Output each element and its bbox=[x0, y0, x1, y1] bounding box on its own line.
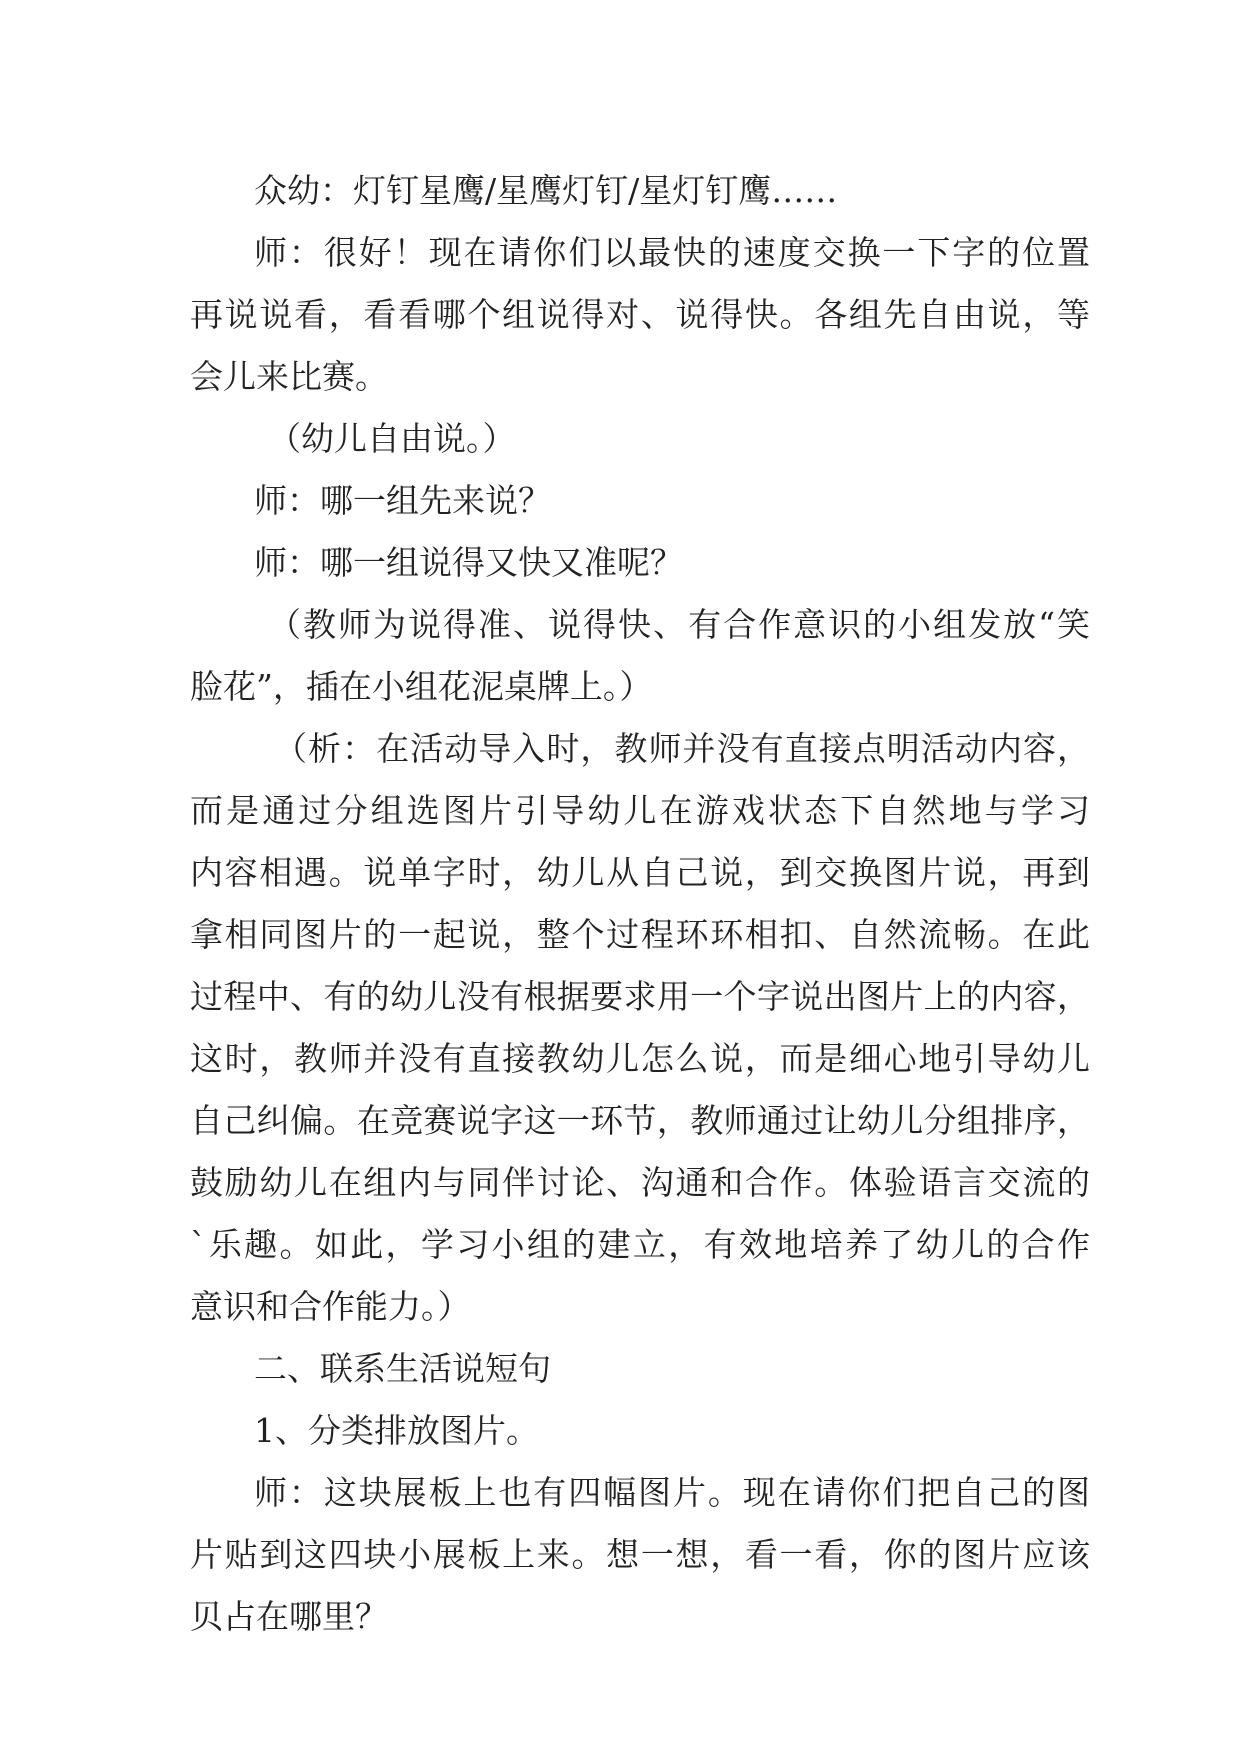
paragraph-line: 贝占在哪里？ bbox=[190, 1597, 388, 1636]
section-heading: 二、联系生活说短句 bbox=[254, 1349, 551, 1388]
paragraph-line: （析：在活动导入时，教师并没有直接点明活动内容， bbox=[274, 729, 1090, 768]
paragraph-line: 师：这块展板上也有四幅图片。现在请你们把自己的图 bbox=[254, 1473, 1090, 1512]
paragraph-line: 师：哪一组说得又快又准呢？ bbox=[254, 543, 683, 582]
paragraph-line: （教师为说得准、说得快、有合作意识的小组发放“笑 bbox=[268, 605, 1090, 644]
paragraph-line: 这时，教师并没有直接教幼儿怎么说，而是细心地引导幼儿 bbox=[190, 1039, 1090, 1078]
paragraph-line: 师：哪一组先来说？ bbox=[254, 481, 551, 520]
paragraph-line: 片贴到这四块小展板上来。想一想，看一看，你的图片应该 bbox=[190, 1535, 1090, 1574]
paragraph-line: 师：很好！现在请你们以最快的速度交换一下字的位置 bbox=[254, 233, 1090, 272]
paragraph-line: 鼓励幼儿在组内与同伴讨论、沟通和合作。体验语言交流的 bbox=[190, 1163, 1090, 1202]
document-body bbox=[190, 160, 1090, 1648]
paragraph-line: 脸花”，插在小组花泥桌牌上。） bbox=[190, 667, 653, 706]
paragraph-line: 拿相同图片的一起说，整个过程环环相扣、自然流畅。在此 bbox=[190, 915, 1090, 954]
paragraph-line: 意识和合作能力。） bbox=[190, 1287, 471, 1326]
paragraph-line: `乐趣。如此，学习小组的建立，有效地培养了幼儿的合作 bbox=[190, 1225, 1090, 1264]
paragraph-line: 而是通过分组选图片引导幼儿在游戏状态下自然地与学习 bbox=[190, 791, 1090, 830]
paragraph-line: 再说说看，看看哪个组说得对、说得快。各组先自由说，等 bbox=[190, 295, 1090, 334]
subsection-heading: 1、分类排放图片。 bbox=[254, 1411, 539, 1450]
paragraph-line: 过程中、有的幼儿没有根据要求用一个字说出图片上的内容， bbox=[190, 977, 1090, 1016]
paragraph-line: 自己纠偏。在竞赛说字这一环节，教师通过让幼儿分组排序， bbox=[190, 1101, 1090, 1140]
paragraph-line: 内容相遇。说单字时，幼儿从自己说，到交换图片说，再到 bbox=[190, 853, 1090, 892]
paragraph-line: 众幼：灯钉星鹰/星鹰灯钉/星灯钉鹰…… bbox=[254, 171, 838, 210]
paragraph-line: 会儿来比赛。 bbox=[190, 357, 388, 396]
paragraph-line: （幼儿自由说。） bbox=[268, 419, 516, 458]
